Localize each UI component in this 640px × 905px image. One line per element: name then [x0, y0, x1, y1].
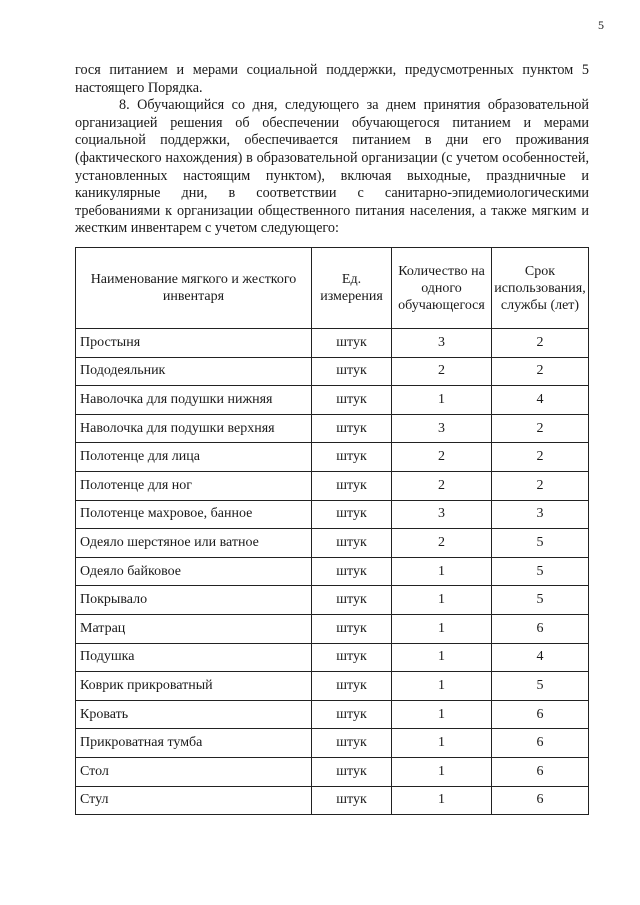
cell-quantity: 1	[392, 729, 492, 758]
cell-term: 2	[492, 443, 589, 472]
header-quantity: Количество на одного обучающегося	[392, 248, 492, 329]
cell-term: 2	[492, 357, 589, 386]
cell-unit: штук	[312, 643, 392, 672]
cell-term: 2	[492, 414, 589, 443]
table-row	[76, 643, 589, 672]
cell-unit: штук	[312, 414, 392, 443]
cell-unit: штук	[312, 757, 392, 786]
table-row	[76, 672, 589, 701]
table-row	[76, 700, 589, 729]
cell-quantity: 1	[392, 557, 492, 586]
cell-name: Матрац	[76, 614, 312, 643]
cell-name: Одеяло байковое	[76, 557, 312, 586]
cell-term: 5	[492, 672, 589, 701]
cell-term: 2	[492, 471, 589, 500]
paragraph-item-8: 8. Обучающийся со дня, следующего за днем принятия образовательной организацией решения об обеспечении обучающегося питанием и мерами социальной поддержки, обеспечивается питанием в дни его проживания (фактического нахождения) в образовательной организации (с учетом особенностей, установленных настоящим пунктом), включая выходные, праздничные и каникулярные дни, в соответствии с санитарно-эпидемиологическими требованиями к организации общественного питания населения, а также мягким и жестким инвентарем с учетом следующего:	[75, 97, 589, 237]
cell-unit: штук	[312, 529, 392, 558]
cell-quantity: 1	[392, 386, 492, 415]
cell-quantity: 3	[392, 329, 492, 358]
cell-name: Подушка	[76, 643, 312, 672]
header-unit: Ед. измерения	[312, 248, 392, 329]
cell-unit: штук	[312, 700, 392, 729]
table-row	[76, 414, 589, 443]
cell-name: Коврик прикроватный	[76, 672, 312, 701]
cell-unit: штук	[312, 729, 392, 758]
table-row	[76, 471, 589, 500]
cell-term: 2	[492, 329, 589, 358]
cell-unit: штук	[312, 672, 392, 701]
header-term: Срок использования, службы (лет)	[492, 248, 589, 329]
cell-term: 6	[492, 729, 589, 758]
cell-term: 4	[492, 643, 589, 672]
cell-name: Наволочка для подушки верхняя	[76, 414, 312, 443]
cell-unit: штук	[312, 586, 392, 615]
cell-quantity: 1	[392, 672, 492, 701]
cell-name: Покрывало	[76, 586, 312, 615]
cell-unit: штук	[312, 786, 392, 815]
cell-term: 4	[492, 386, 589, 415]
cell-quantity: 3	[392, 500, 492, 529]
cell-name: Полотенце для лица	[76, 443, 312, 472]
cell-quantity: 2	[392, 357, 492, 386]
cell-term: 6	[492, 700, 589, 729]
cell-quantity: 1	[392, 586, 492, 615]
cell-name: Стол	[76, 757, 312, 786]
table-row	[76, 500, 589, 529]
cell-quantity: 2	[392, 529, 492, 558]
table-row	[76, 529, 589, 558]
cell-unit: штук	[312, 357, 392, 386]
cell-name: Простыня	[76, 329, 312, 358]
table-row	[76, 443, 589, 472]
cell-unit: штук	[312, 443, 392, 472]
cell-term: 5	[492, 557, 589, 586]
cell-term: 6	[492, 614, 589, 643]
table-row	[76, 357, 589, 386]
cell-term: 6	[492, 757, 589, 786]
table-row	[76, 386, 589, 415]
cell-quantity: 1	[392, 700, 492, 729]
table-header-row	[76, 248, 589, 329]
cell-unit: штук	[312, 557, 392, 586]
cell-quantity: 2	[392, 471, 492, 500]
table-body	[76, 329, 589, 815]
cell-name: Прикроватная тумба	[76, 729, 312, 758]
table-row	[76, 757, 589, 786]
cell-unit: штук	[312, 386, 392, 415]
header-name: Наименование мягкого и жесткого инвентаря	[76, 248, 312, 329]
cell-quantity: 1	[392, 643, 492, 672]
cell-name: Одеяло шерстяное или ватное	[76, 529, 312, 558]
cell-quantity: 1	[392, 757, 492, 786]
table-row	[76, 786, 589, 815]
page-number: 5	[598, 18, 604, 32]
table-row	[76, 729, 589, 758]
cell-quantity: 1	[392, 786, 492, 815]
body-text	[75, 62, 589, 238]
cell-quantity: 1	[392, 614, 492, 643]
cell-name: Стул	[76, 786, 312, 815]
cell-name: Пододеяльник	[76, 357, 312, 386]
cell-name: Кровать	[76, 700, 312, 729]
cell-name: Полотенце махровое, банное	[76, 500, 312, 529]
cell-quantity: 3	[392, 414, 492, 443]
paragraph-continuation: гося питанием и мерами социальной поддержки, предусмотренных пунктом 5 настоящего Порядка.	[75, 62, 589, 96]
cell-term: 5	[492, 529, 589, 558]
cell-quantity: 2	[392, 443, 492, 472]
table-row	[76, 586, 589, 615]
cell-term: 6	[492, 786, 589, 815]
table-row	[76, 614, 589, 643]
cell-term: 5	[492, 586, 589, 615]
cell-name: Наволочка для подушки нижняя	[76, 386, 312, 415]
cell-unit: штук	[312, 471, 392, 500]
cell-unit: штук	[312, 329, 392, 358]
cell-name: Полотенце для ног	[76, 471, 312, 500]
cell-term: 3	[492, 500, 589, 529]
inventory-table	[75, 247, 589, 815]
cell-unit: штук	[312, 614, 392, 643]
cell-unit: штук	[312, 500, 392, 529]
table-row	[76, 557, 589, 586]
table-row	[76, 329, 589, 358]
